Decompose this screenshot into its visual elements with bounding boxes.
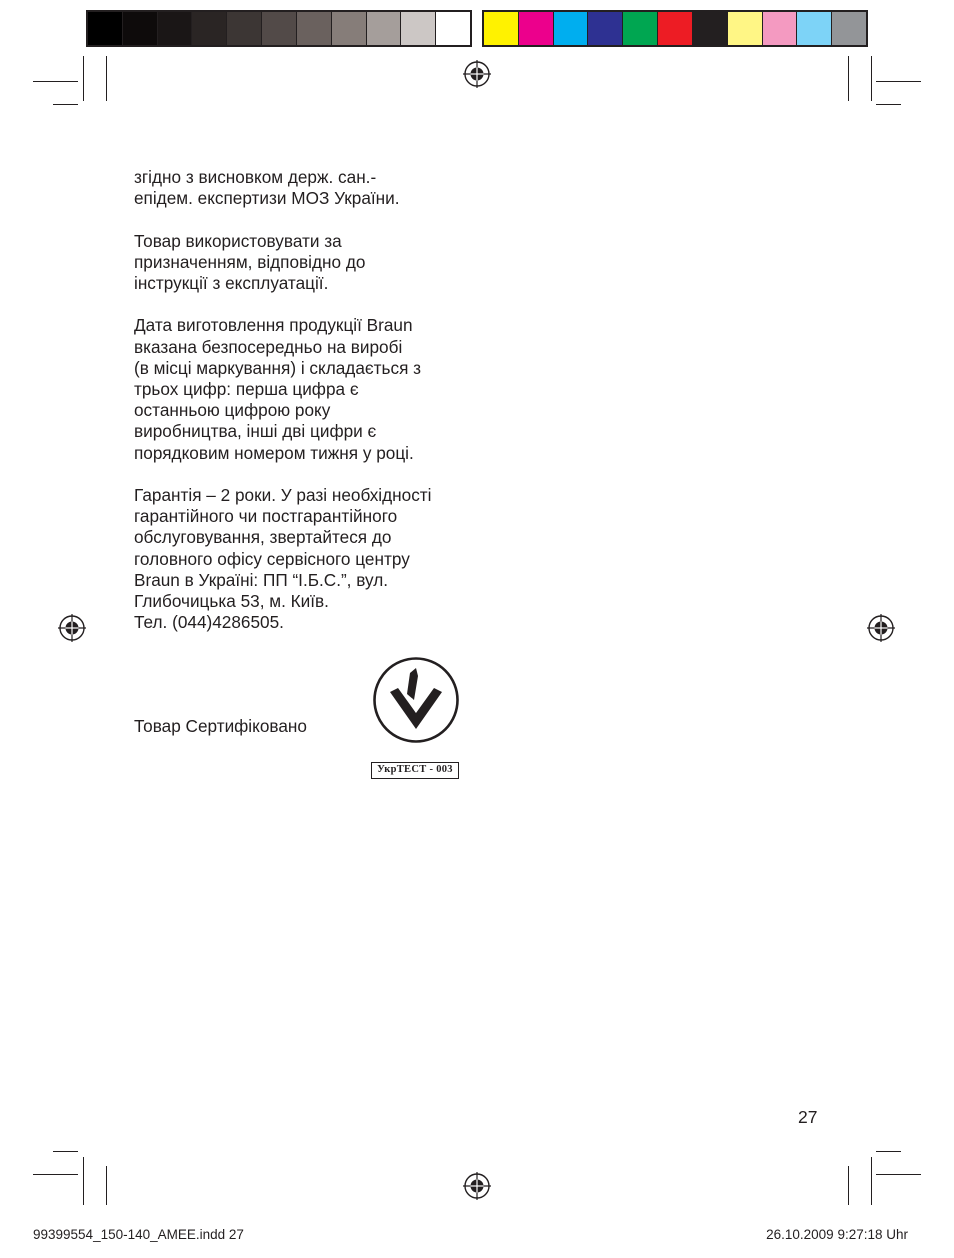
color-swatch [796, 12, 831, 45]
registration-target-icon [58, 614, 86, 642]
crop-mark [33, 1174, 78, 1175]
color-swatch [762, 12, 797, 45]
text-line: Тел. (044)4286505. [134, 612, 284, 633]
grayscale-color-bar [86, 10, 472, 47]
conformity-paragraph [134, 167, 474, 209]
crop-mark [53, 1151, 78, 1152]
text-line: вказана безпосередньо на виробі [134, 336, 403, 357]
color-swatch [157, 12, 192, 45]
text-line: Дата виготовлення продукції Braun [134, 315, 413, 336]
color-swatch [191, 12, 226, 45]
text-line: інструкції з експлуатації. [134, 273, 329, 293]
color-swatch [122, 12, 157, 45]
crop-mark [871, 1157, 872, 1205]
text-line: Гарантія – 2 роки. У разі необхідності [134, 485, 432, 505]
slug-file-name: 99399554_150-140_AMEE.indd 27 [33, 1227, 244, 1242]
text-line: виробництва, інші дві цифри є [134, 421, 377, 442]
slug-timestamp: 26.10.2009 9:27:18 Uhr [766, 1227, 908, 1242]
crop-mark [106, 56, 107, 101]
color-swatch [587, 12, 622, 45]
color-swatch [484, 12, 518, 45]
manufacture-date-paragraph [134, 315, 474, 463]
crop-mark [848, 1166, 849, 1205]
registration-target-icon [867, 614, 895, 642]
color-swatch [692, 12, 727, 45]
color-swatch [435, 12, 470, 45]
body-text [134, 167, 474, 655]
text-line: Braun в Україні: ПП “І.Б.С.”, вул. [134, 569, 389, 590]
color-swatch [622, 12, 657, 45]
crop-mark [876, 1174, 921, 1175]
crop-mark [83, 56, 84, 101]
color-swatch [296, 12, 331, 45]
crop-mark [876, 1151, 901, 1152]
color-swatch [261, 12, 296, 45]
crop-mark [53, 104, 78, 105]
cmyk-color-bar [482, 10, 868, 47]
text-line: останньою цифрою року [134, 400, 331, 421]
text-line: Глибочицька 53, м. Київ. [134, 591, 329, 612]
color-swatch [727, 12, 762, 45]
color-swatch [831, 12, 866, 45]
text-line: гарантійного чи постгарантійного [134, 506, 398, 527]
color-swatch [226, 12, 261, 45]
text-line: Товар використовувати за [134, 230, 342, 251]
crop-mark [848, 56, 849, 101]
crop-mark [33, 81, 78, 82]
page-number: 27 [798, 1107, 818, 1127]
text-line: згідно з висновком держ. сан.- [134, 167, 377, 187]
warranty-paragraph [134, 485, 474, 633]
color-swatch [657, 12, 692, 45]
text-line: головного офісу сервісного центру [134, 548, 410, 569]
certification-label: Товар Сертифіковано [134, 716, 307, 736]
certification-code: УкрТЕСТ - 003 [371, 762, 459, 779]
crop-mark [871, 56, 872, 101]
ukrtest-certification-mark-icon [372, 656, 460, 744]
registration-target-icon [463, 1172, 491, 1200]
color-swatch [331, 12, 366, 45]
text-line: епідем. експертизи МОЗ України. [134, 188, 400, 209]
text-line: обслуговування, звертайтеся до [134, 527, 392, 548]
text-line: трьох цифр: перша цифра є [134, 379, 359, 399]
text-line: порядковим номером тижня у році. [134, 442, 414, 463]
color-swatch [366, 12, 401, 45]
crop-mark [83, 1157, 84, 1205]
usage-paragraph [134, 231, 474, 295]
text-line: (в місці маркування) і складається з [134, 357, 422, 378]
color-swatch [553, 12, 588, 45]
color-swatch [400, 12, 435, 45]
color-swatch [88, 12, 122, 45]
registration-target-icon [463, 60, 491, 88]
text-line: призначенням, відповідно до [134, 251, 366, 272]
crop-mark [106, 1166, 107, 1205]
crop-mark [876, 104, 901, 105]
crop-mark [876, 81, 921, 82]
color-swatch [518, 12, 553, 45]
